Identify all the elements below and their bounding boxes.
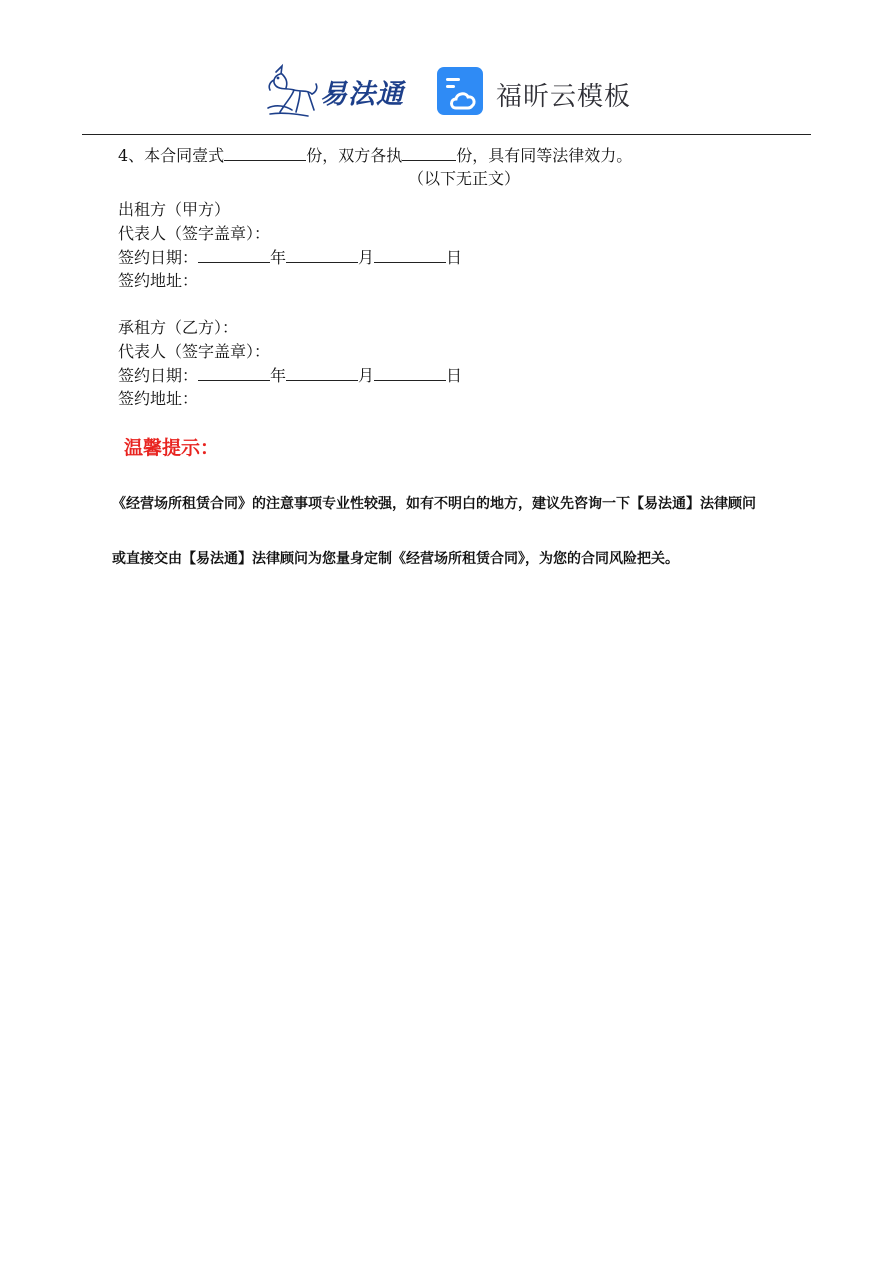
tips-title: 温馨提示： [124, 437, 220, 459]
page-header [0, 58, 893, 128]
lessor-address: 签约地址： [118, 271, 199, 290]
lessee-month-label: 月 [358, 366, 375, 385]
header-divider [82, 134, 811, 135]
fuxin-logo [436, 64, 636, 120]
lessor-date-label: 签约日期： [118, 248, 199, 267]
lessee-year-label: 年 [270, 366, 287, 385]
lessee-year-blank [198, 365, 270, 381]
cloud-template-icon [436, 66, 486, 118]
lessor-year-blank [198, 247, 270, 263]
lessee-representative: 代表人（签字盖章）： [118, 342, 271, 361]
lessor-month-label: 月 [358, 248, 375, 267]
lessor-month-blank [286, 247, 358, 263]
lessee-sign-date [118, 365, 462, 386]
lessee-day-blank [374, 365, 446, 381]
lessor-representative: 代表人（签字盖章）： [118, 224, 271, 243]
lessor-sign-date [118, 247, 462, 268]
lessee-month-blank [286, 365, 358, 381]
yifatong-logo [262, 62, 414, 120]
lessor-title: 出租方（甲方） [118, 200, 231, 219]
clause-4-prefix: 4、本合同壹式 [118, 146, 225, 165]
lessor-day-blank [374, 247, 446, 263]
tips-line-1: 《经营场所租赁合同》的注意事项专业性较强，如有不明白的地方，建议先咨询一下【易法通】法律顾问 [112, 496, 756, 512]
tips-line-2: 或直接交由【易法通】法律顾问为您量身定制《经营场所租赁合同》，为您的合同风险把关。 [112, 551, 679, 567]
lessee-title: 承租方（乙方）： [118, 318, 239, 337]
unicorn-icon [262, 62, 322, 120]
lessee-day-label: 日 [446, 366, 463, 385]
lessor-year-label: 年 [270, 248, 287, 267]
fuxin-logo-text: 福昕云模板 [496, 82, 632, 112]
clause-4 [118, 145, 632, 166]
end-note: （以下无正文） [408, 169, 521, 188]
clause-4-suffix: 份，具有同等法律效力。 [456, 146, 633, 165]
lessee-address: 签约地址： [118, 389, 199, 408]
yifatong-logo-text: 易法通 [320, 79, 404, 110]
lessee-date-label: 签约日期： [118, 366, 199, 385]
clause-4-mid: 份，双方各执 [306, 146, 403, 165]
lessor-day-label: 日 [446, 248, 463, 267]
copies-total-blank [224, 145, 306, 161]
copies-each-blank [402, 145, 456, 161]
